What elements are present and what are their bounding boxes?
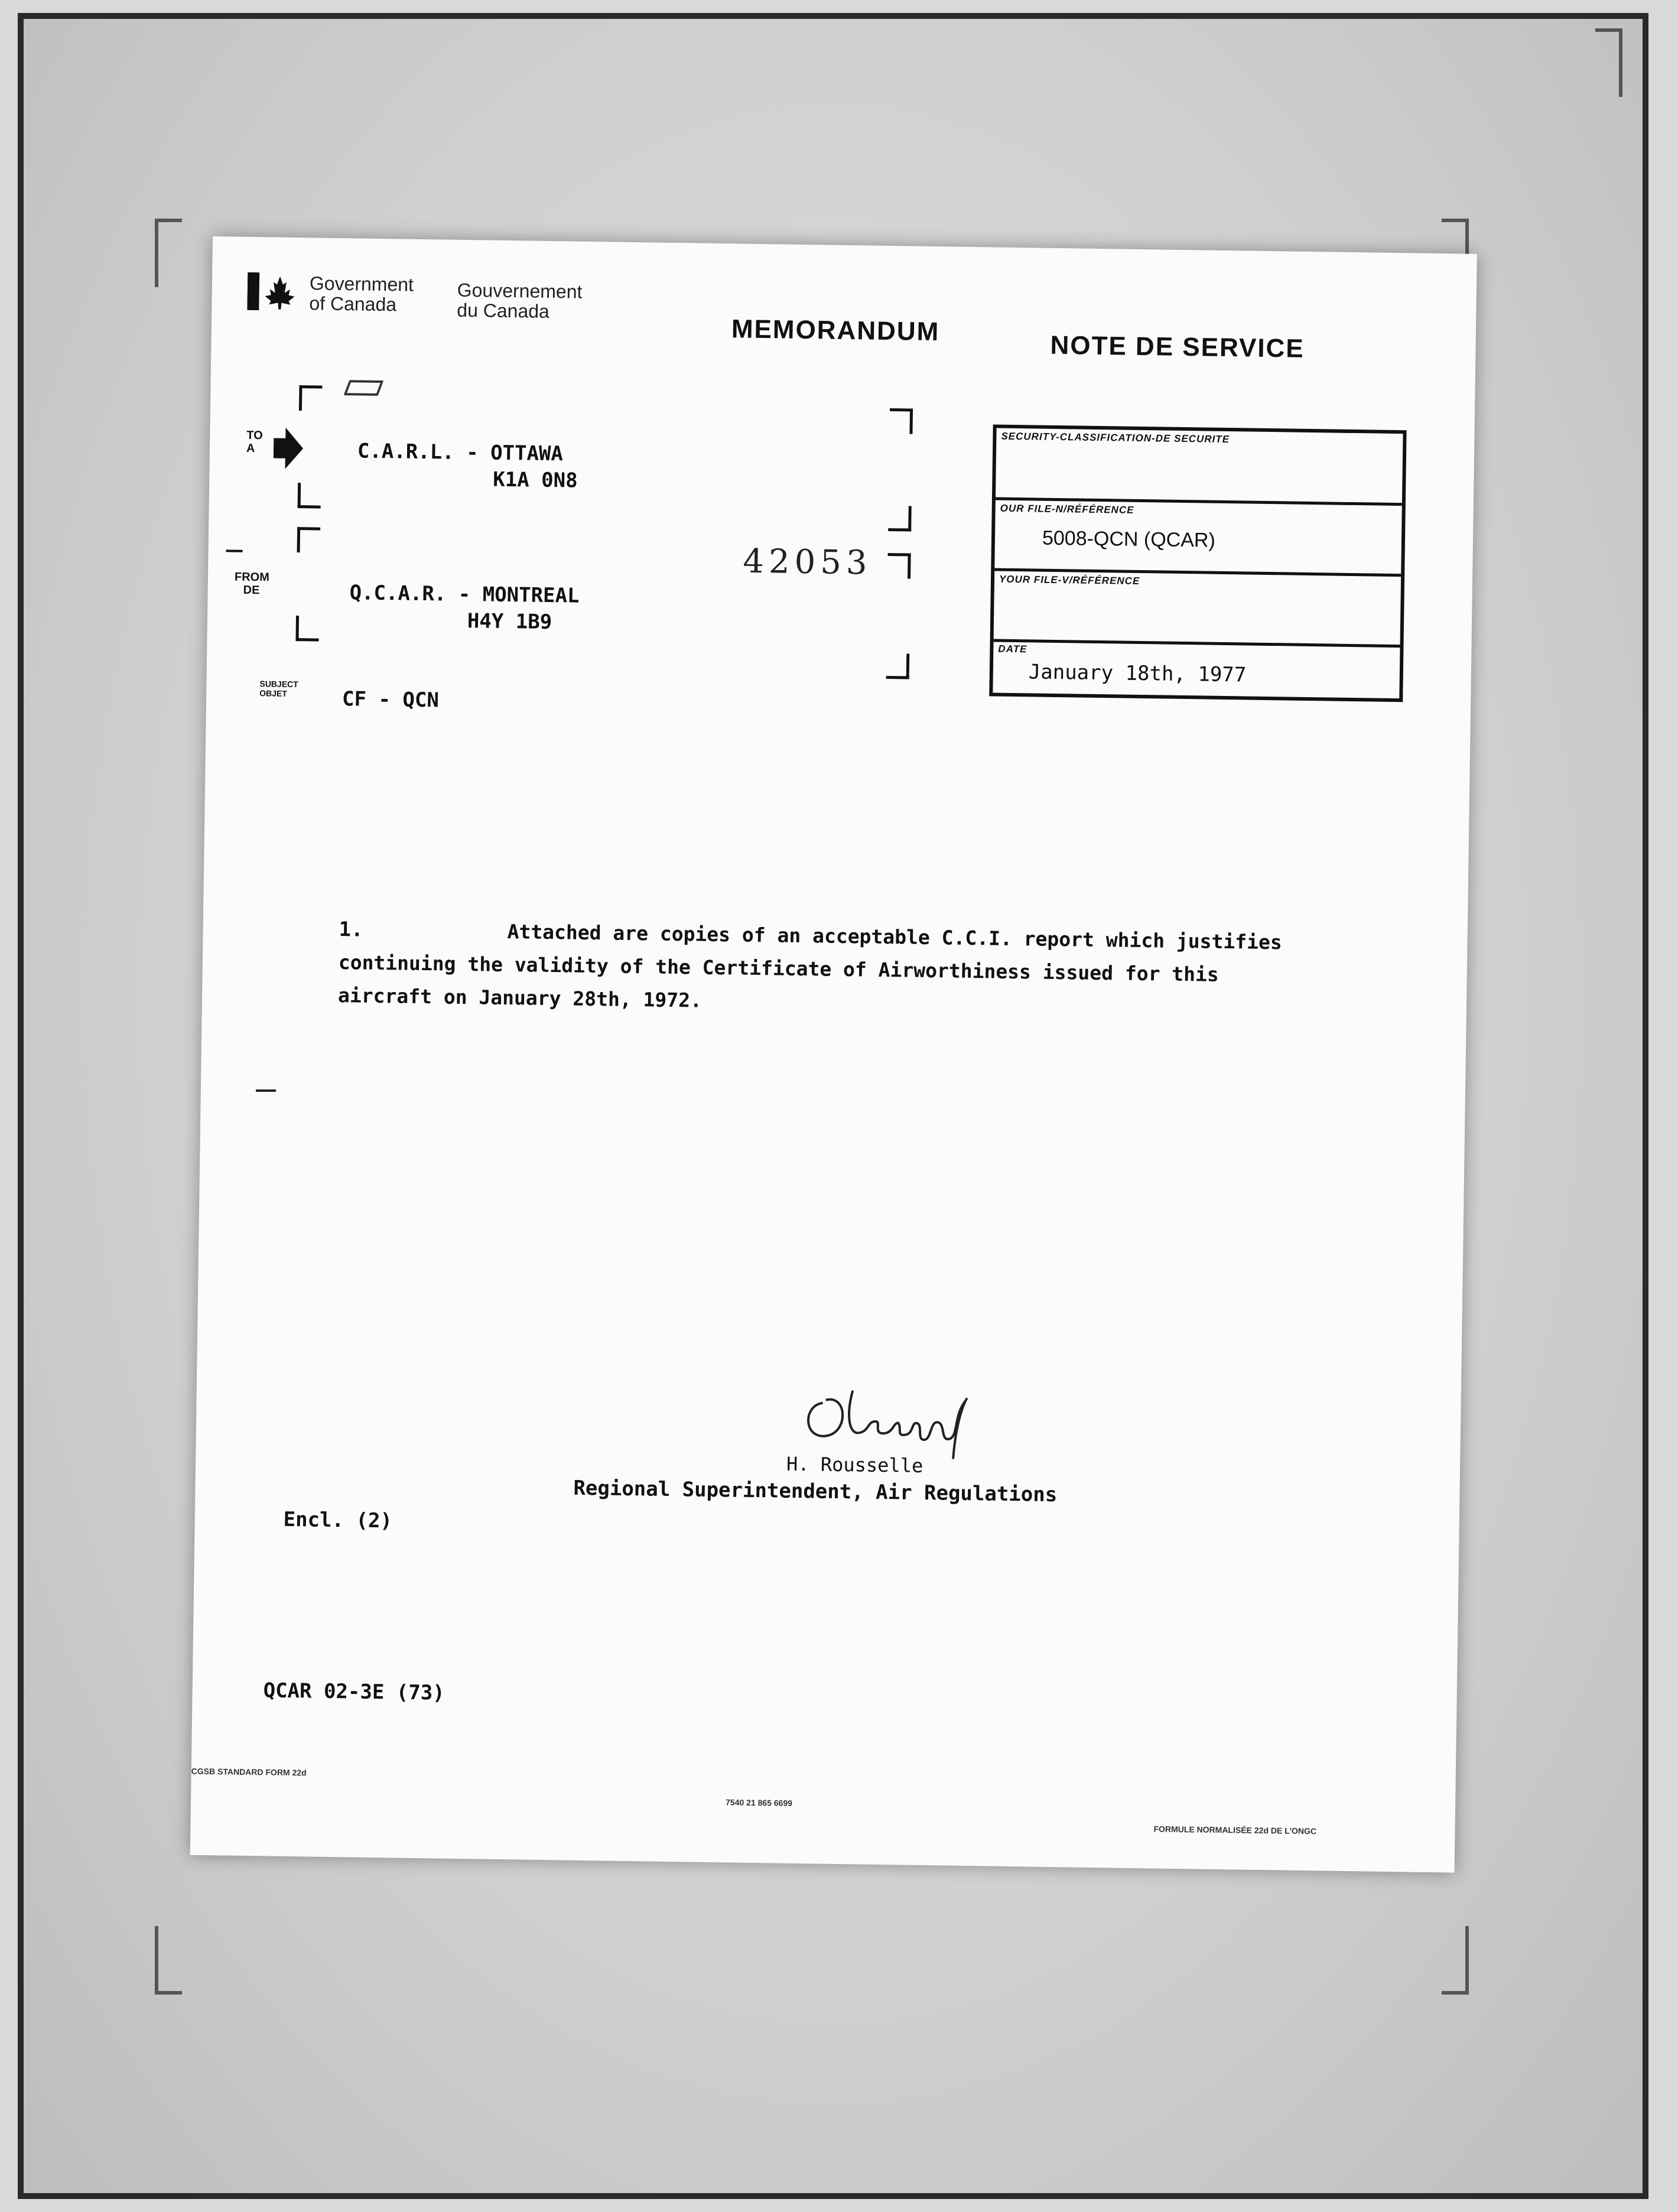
your-file-cell bbox=[994, 571, 1401, 648]
registration-mark-top-left bbox=[155, 219, 182, 287]
from-bracket-top bbox=[297, 527, 321, 553]
center-bracket-1 bbox=[889, 408, 913, 434]
our-file-value: 5008-QCN (QCAR) bbox=[1042, 526, 1216, 552]
security-label: SECURITY-CLASSIFICATION-DE SECURITE bbox=[1001, 430, 1230, 445]
subject-label: SUBJECT OBJET bbox=[259, 679, 298, 698]
from-address-line2: H4Y 1B9 bbox=[467, 609, 552, 635]
center-bracket-3 bbox=[887, 553, 911, 579]
to-bracket-bottom bbox=[298, 483, 321, 509]
enclosure-note: Encl. (2) bbox=[283, 1507, 393, 1533]
to-label: TO A bbox=[246, 428, 263, 456]
to-address-line1: C.A.R.L. - OTTAWA bbox=[357, 439, 564, 466]
subject-value: CF - QCN bbox=[342, 687, 440, 713]
your-file-label: YOUR FILE-V/RÉFÉRENCE bbox=[999, 573, 1140, 587]
note-de-service-title: NOTE DE SERVICE bbox=[1050, 330, 1305, 363]
date-value: January 18th, 1977 bbox=[1028, 660, 1247, 687]
paragraph-line-1: Attached are copies of an acceptable C.C.I. report which justifies bbox=[507, 920, 1283, 954]
paragraph-line-3: aircraft on January 28th, 1972. bbox=[337, 984, 703, 1012]
signatory-title: Regional Superintendent, Air Regulations bbox=[573, 1476, 1058, 1507]
arrow-right-icon bbox=[273, 427, 303, 472]
paragraph-number: 1. bbox=[339, 918, 363, 942]
signatory-name: H. Rousselle bbox=[786, 1452, 923, 1477]
our-file-label: OUR FILE-N/RÉFÉRENCE bbox=[1000, 502, 1134, 516]
stamp-number: 42053 bbox=[742, 542, 872, 583]
from-address-line1: Q.C.A.R. - MONTREAL bbox=[349, 581, 580, 608]
formule-normalisee-label: FORMULE NORMALISÉE 22d DE L'ONGC bbox=[1153, 1824, 1317, 1836]
government-name-en: Government of Canada bbox=[309, 272, 414, 315]
form-code: QCAR 02-3E (73) bbox=[263, 1678, 445, 1705]
date-label: DATE bbox=[998, 643, 1027, 655]
registration-mark-bottom-right bbox=[1442, 1926, 1469, 1995]
margin-tick-mark bbox=[256, 1089, 276, 1092]
center-bracket-4 bbox=[886, 653, 910, 679]
stock-number: 7540 21 865 6699 bbox=[725, 1797, 793, 1808]
from-bracket-bottom bbox=[295, 616, 319, 642]
canada-flag-icon bbox=[247, 272, 301, 311]
our-file-cell bbox=[994, 500, 1402, 577]
file-info-box bbox=[989, 424, 1406, 702]
to-address-line2: K1A 0N8 bbox=[493, 467, 578, 493]
government-logo bbox=[247, 272, 301, 311]
date-cell bbox=[993, 642, 1400, 699]
center-bracket-2 bbox=[888, 506, 912, 532]
standard-form-label: CGSB STANDARD FORM 22d bbox=[191, 1766, 307, 1778]
government-name-fr: Gouvernement du Canada bbox=[457, 279, 583, 322]
from-label: FROM DE bbox=[234, 570, 269, 597]
paragraph-line-2: continuing the validity of the Certificate of Airworthiness issued for this bbox=[338, 951, 1220, 986]
registration-mark-top-far-right bbox=[1595, 28, 1622, 97]
from-dash-mark bbox=[226, 549, 243, 552]
memorandum-title: MEMORANDUM bbox=[731, 314, 940, 347]
to-bracket-top bbox=[299, 385, 323, 411]
security-cell bbox=[996, 428, 1403, 506]
address-window-mark bbox=[344, 380, 384, 396]
registration-mark-bottom-left bbox=[155, 1926, 182, 1995]
memorandum-page bbox=[190, 236, 1477, 1873]
